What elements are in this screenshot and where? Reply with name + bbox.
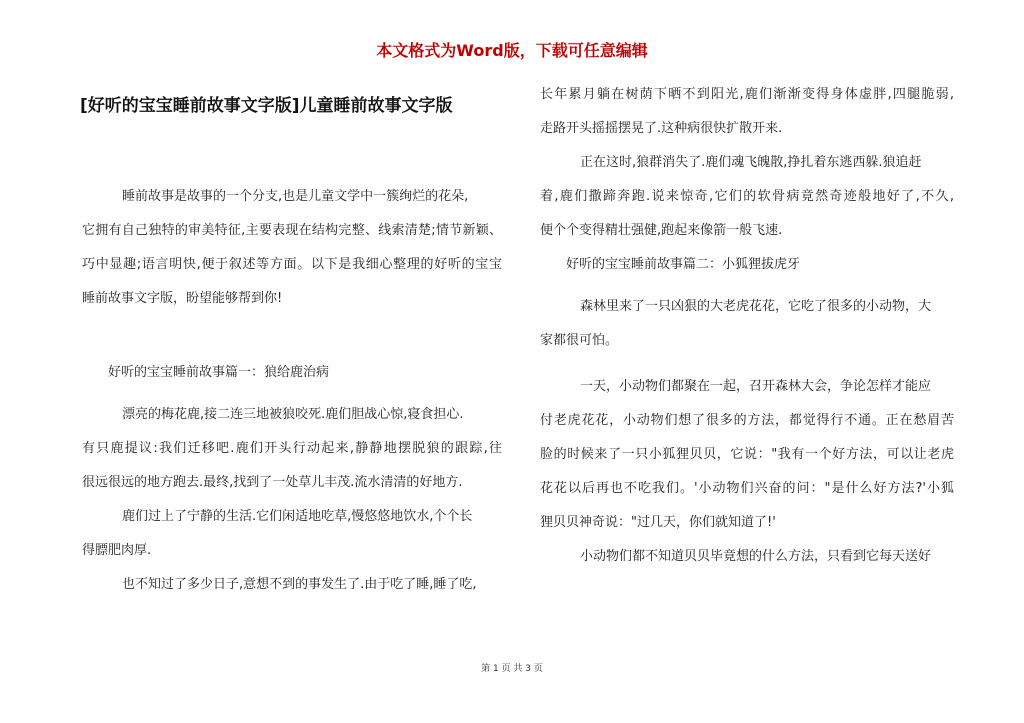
story-line: 也不知过了多少日子,意想不到的事发生了.由于吃了睡,睡了吃, — [122, 577, 477, 592]
story-line: 森林里来了一只凶狠的大老虎花花，它吃了很多的小动物，大 — [580, 299, 932, 314]
story-line: 得膘肥肉厚. — [82, 543, 152, 558]
story-line: 便个个变得精壮强健,跑起来像箭一般飞速. — [540, 223, 783, 238]
story-line: 脸的时候来了一只小狐狸贝贝，它说："我有一个好方法，可以让老虎 — [540, 447, 954, 462]
story-line: 狸贝贝神奇说："过几天，你们就知道了!' — [540, 515, 776, 530]
story-line: 走路开头摇摇摆晃了.这种病很快扩散开来. — [540, 121, 783, 136]
left-column — [82, 180, 502, 602]
story-line: 正在这时,狼群消失了.鹿们魂飞魄散,挣扎着东逃西躲.狼追赶 — [580, 155, 922, 170]
story-line: 一天，小动物们都聚在一起，召开森林大会，争论怎样才能应 — [580, 379, 932, 394]
story-line: 长年累月躺在树荫下晒不到阳光,鹿们渐渐变得身体虚胖,四腿脆弱, — [540, 87, 954, 102]
story-line: 有只鹿提议:我们迁移吧.鹿们开头行动起来,静静地摆脱狼的跟踪,往 — [82, 441, 502, 456]
story-line: 花花以后再也不吃我们。'小动物们兴奋的问："是什么好方法?'小狐 — [540, 481, 954, 496]
page-number-footer: 第 1 页 共 3 页 — [481, 664, 543, 674]
story-line: 家都很可怕。 — [540, 333, 619, 348]
story-line: 很远很远的地方跑去.最终,找到了一处草儿丰茂.流水清清的好地方. — [82, 475, 463, 490]
story-line: 漂亮的梅花鹿,接二连三地被狼咬死.鹿们胆战心惊,寝食担心. — [122, 407, 464, 422]
intro-line: 巧中显趣;语言明快,便于叙述等方面。以下是我细心整理的好听的宝宝 — [82, 257, 502, 272]
intro-line: 它拥有自己独特的审美特征,主要表现在结构完整、线索清楚;情节新颖、 — [82, 223, 502, 238]
story-heading-two: 好听的宝宝睡前故事篇二：小狐狸拔虎牙 — [566, 257, 801, 272]
story-line: 鹿们过上了宁静的生活.它们闲适地吃草,慢悠悠地饮水,个个长 — [122, 509, 473, 524]
story-heading-one: 好听的宝宝睡前故事篇一：狼给鹿治病 — [108, 365, 330, 380]
document-title: [好听的宝宝睡前故事文字版]儿童睡前故事文字版 — [80, 96, 453, 116]
right-column — [540, 78, 954, 574]
intro-line: 睡前故事是故事的一个分支,也是儿童文学中一簇绚烂的花朵, — [122, 189, 469, 204]
story-line: 小动物们都不知道贝贝毕竟想的什么方法，只看到它每天送好 — [580, 549, 932, 564]
story-line: 着,鹿们撒蹄奔跑.说来惊奇,它们的软骨病竟然奇迹般地好了,不久, — [540, 189, 954, 204]
editable-notice-banner: 本文格式为Word版，下载可任意编辑 — [376, 41, 648, 60]
story-line: 付老虎花花，小动物们想了很多的方法，都觉得行不通。正在愁眉苦 — [540, 413, 954, 428]
intro-line: 睡前故事文字版，盼望能够帮到你! — [82, 291, 283, 306]
